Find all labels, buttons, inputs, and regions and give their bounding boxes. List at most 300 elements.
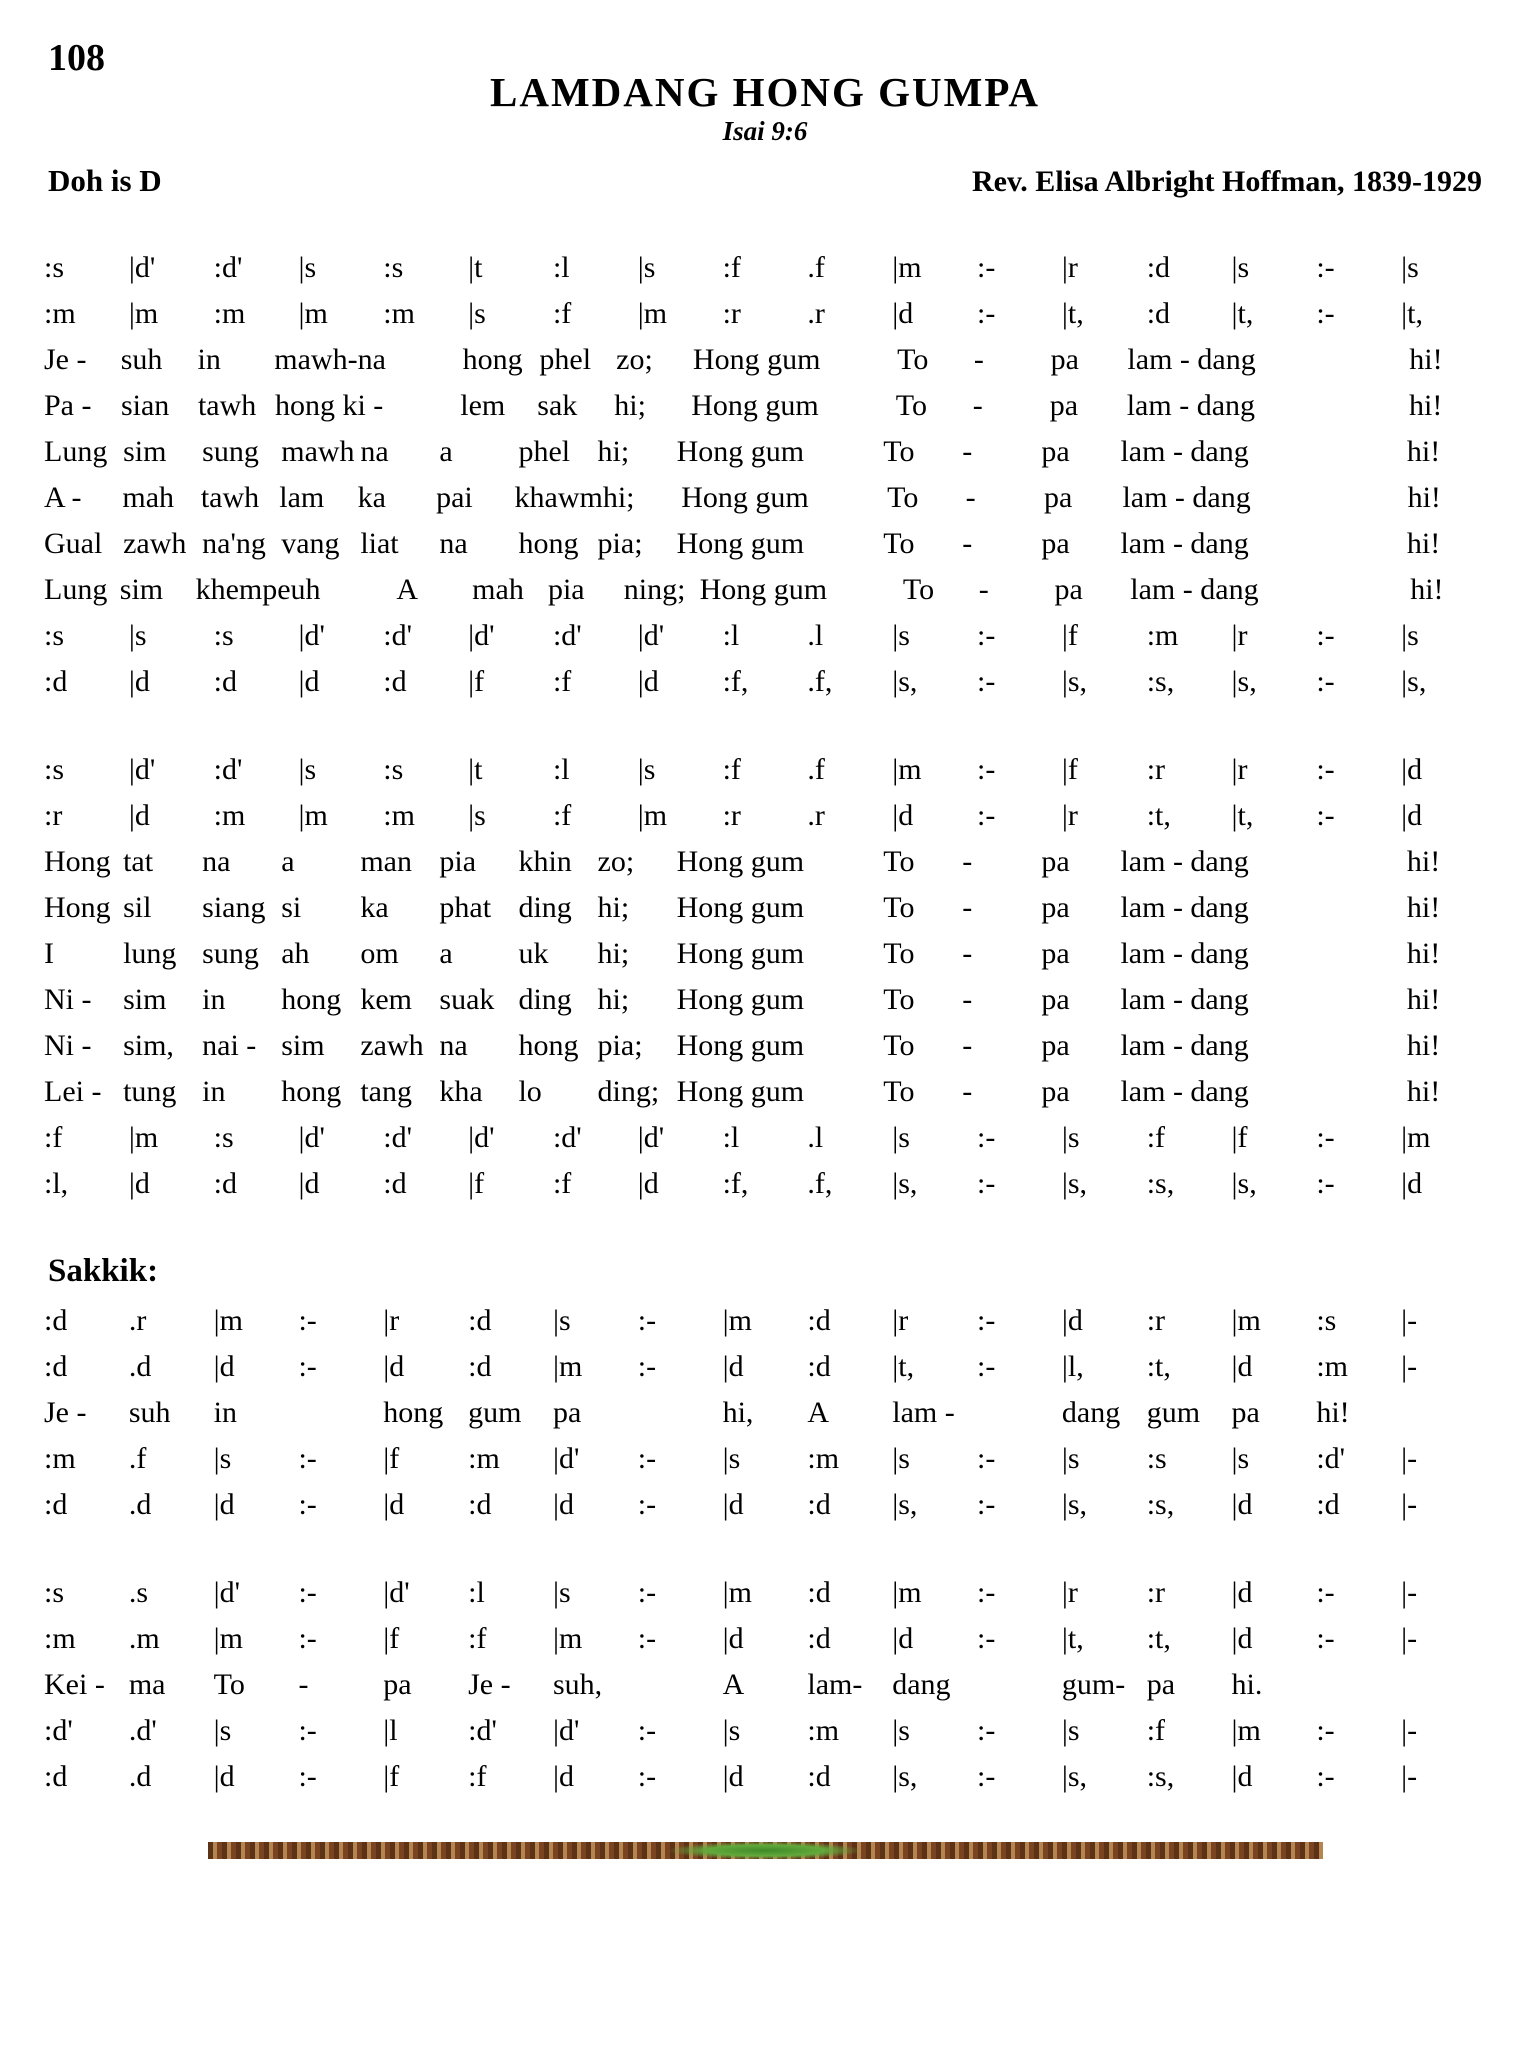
lyric-cell (1249, 521, 1328, 567)
notation-cell: |d (892, 799, 914, 833)
song-title: LAMDANG HONG GUMPA (490, 68, 1040, 115)
notation-cell: :- (637, 1714, 657, 1748)
notation-cell: :- (637, 1442, 657, 1476)
notation-cell: |s, (1231, 1167, 1257, 1201)
notation-cell: |r (1231, 753, 1248, 787)
notation-cell: :s (1316, 1304, 1337, 1338)
notation-cell: :r (722, 799, 741, 833)
notation-cell: :d (44, 1304, 68, 1338)
notation-cell: |t (468, 753, 483, 787)
notation-cell: :f, (722, 1167, 749, 1201)
lyric-cell: hi; (614, 389, 646, 423)
notation-cell: :d' (213, 753, 243, 787)
lyric-cell: hi! (1406, 435, 1441, 469)
notation-cell: |t, (1231, 297, 1254, 331)
notation-cell: |m (552, 1350, 583, 1384)
lyric-cell: - (962, 1029, 973, 1063)
notation-cell: |d' (128, 753, 156, 787)
notation-cell: :- (1316, 619, 1335, 653)
notation-cell: :s (44, 1576, 65, 1610)
lyric-cell: sian (120, 389, 170, 423)
lyric-cell: hi; (597, 937, 630, 971)
notation-cell: :s, (1146, 1167, 1175, 1201)
lyric-cell (321, 567, 397, 613)
lyric-cell: na (439, 527, 468, 561)
lyric-cell: A (722, 1668, 745, 1702)
lyric-cell: tawh (200, 481, 260, 515)
notation-cell: :- (977, 619, 996, 653)
lyric-cell: man (360, 845, 412, 879)
lyric-cell (804, 977, 883, 1023)
lyric-cell: lam - dang (1120, 937, 1249, 971)
lyric-cell: ding (518, 891, 572, 925)
lyric-cell (1328, 931, 1407, 977)
notation-row (44, 1708, 1486, 1754)
notation-cell: :- (977, 1442, 996, 1476)
lyric-cell (298, 1390, 383, 1436)
lyric-cell: ka (357, 481, 386, 515)
lyric-cell: tawh (197, 389, 257, 423)
lyric-cell: lam - (892, 1396, 955, 1430)
notation-cell: .r (128, 1304, 147, 1338)
notation-cell: |d (1231, 1576, 1253, 1610)
lyric-cell (804, 429, 883, 475)
lyric-cell: To (883, 845, 915, 879)
lyric-cell (1249, 885, 1328, 931)
notation-cell: |d (552, 1760, 574, 1794)
lyric-cell: hi; (602, 481, 635, 515)
lyric-cell: lam - dang (1120, 983, 1249, 1017)
lyric-cell (1249, 977, 1328, 1023)
lyric-cell: - (978, 573, 989, 607)
notation-cell: |s (468, 799, 486, 833)
notation-cell: |s (552, 1576, 571, 1610)
notation-cell: :d' (44, 1714, 73, 1748)
notation-cell: :- (1316, 753, 1335, 787)
notation-cell: :s, (1146, 1760, 1175, 1794)
notation-cell: :f, (722, 665, 749, 699)
lyric-cell: dang (892, 1668, 951, 1702)
notation-cell: :d' (1316, 1442, 1346, 1476)
lyric-cell: lem (460, 389, 506, 423)
lyric-cell: lam - dang (1122, 481, 1251, 515)
lyric-cell: in (197, 343, 221, 377)
notation-cell: |d (298, 665, 320, 699)
notation-cell: :- (637, 1576, 657, 1610)
lyric-cell: tat (123, 845, 154, 879)
lyric-cell: To (883, 891, 915, 925)
lyric-cell (1249, 429, 1328, 475)
notation-row (44, 1616, 1486, 1662)
lyric-cell: suh, (552, 1668, 603, 1702)
lyric-cell: suh (128, 1396, 171, 1430)
lyric-cell: pa (552, 1396, 582, 1430)
notation-cell: :f (552, 297, 572, 331)
notation-cell: :- (977, 1714, 996, 1748)
notation-cell: |m (722, 1576, 752, 1610)
notation-cell: :d' (468, 1714, 497, 1748)
notation-cell: |- (1401, 1714, 1418, 1748)
notation-cell: |d (128, 665, 150, 699)
lyric-cell: - (962, 937, 973, 971)
notation-cell: :- (1316, 1622, 1335, 1656)
lyric-cell (804, 885, 883, 931)
lyric-cell: Kei - (44, 1668, 105, 1702)
lyric-cell: na'ng (202, 527, 266, 561)
notation-cell: |m (722, 1304, 752, 1338)
notation-cell: |d' (637, 1121, 665, 1155)
lyric-cell: Hong gum (676, 527, 805, 561)
lyric-cell (1316, 1662, 1401, 1708)
lyric-cell: Lei - (44, 1075, 102, 1109)
notation-cell: |d (892, 297, 914, 331)
lyric-cell: - (962, 527, 973, 561)
lyric-cell: Hong gum (681, 481, 809, 515)
lyric-cell: hong (281, 1075, 342, 1109)
notation-cell: |d (383, 1488, 405, 1522)
notation-cell: :- (977, 251, 996, 285)
lyric-cell: Lung (44, 435, 108, 469)
notation-row (44, 1482, 1486, 1528)
notation-cell: |d (128, 1167, 150, 1201)
key-signature: Doh is D (48, 163, 162, 199)
notation-cell: |s (1061, 1442, 1080, 1476)
lyric-cell: lam - dang (1120, 1029, 1249, 1063)
lyric-row (44, 1662, 1486, 1708)
lyric-cell (1328, 1023, 1407, 1069)
lyric-cell: To (883, 983, 915, 1017)
notation-cell: :- (977, 1576, 996, 1610)
notation-cell: :d (1146, 297, 1171, 331)
lyric-cell (1328, 839, 1407, 885)
notation-cell: |s, (1231, 665, 1257, 699)
notation-cell: |d' (128, 251, 156, 285)
notation-cell: :l (552, 251, 570, 285)
lyric-cell: na (439, 1029, 468, 1063)
lyric-cell (1328, 1069, 1407, 1115)
notation-cell: |d' (552, 1442, 580, 1476)
notation-cell: :m (44, 1622, 76, 1656)
notation-cell: :l (468, 1576, 485, 1610)
notation-cell: :d (213, 1167, 237, 1201)
lyric-cell: gum (1146, 1396, 1201, 1430)
lyric-cell: sim (123, 983, 167, 1017)
lyric-cell: Hong gum (676, 435, 805, 469)
lyric-row (44, 429, 1486, 475)
lyric-cell: dang (1061, 1396, 1121, 1430)
notation-cell: |t, (1401, 297, 1424, 331)
lyric-cell: lung (123, 937, 177, 971)
lyric-cell (386, 337, 463, 383)
notation-cell: .s (128, 1576, 148, 1610)
notation-cell: :m (468, 1442, 500, 1476)
notation-cell: :s, (1146, 1488, 1175, 1522)
lyric-cell: - (962, 891, 973, 925)
lyric-cell: pa (1054, 573, 1083, 607)
lyric-cell: sim (119, 573, 164, 607)
lyric-cell: To (897, 343, 929, 377)
lyric-cell: pia (547, 573, 585, 607)
lyric-cell: Hong gum (676, 937, 805, 971)
lyric-cell (1328, 521, 1407, 567)
notation-cell: |d (1401, 1167, 1423, 1201)
notation-cell: .l (807, 1121, 824, 1155)
lyric-cell: phat (439, 891, 492, 925)
notation-cell: :d (468, 1488, 492, 1522)
notation-cell: |d (213, 1760, 235, 1794)
notation-cell: |f (383, 1442, 400, 1476)
lyric-cell: ding (518, 983, 572, 1017)
notation-cell: |s (1231, 1442, 1250, 1476)
lyric-cell: hi; (597, 891, 630, 925)
notation-cell: |d (892, 1622, 914, 1656)
lyric-cell (1249, 931, 1328, 977)
lyric-cell: vang (281, 527, 340, 561)
lyric-cell: Hong gum (676, 845, 805, 879)
lyric-cell: na (202, 845, 231, 879)
lyric-cell: hi, (722, 1396, 754, 1430)
lyric-cell: A - (44, 481, 82, 515)
notation-cell: :t, (1146, 799, 1171, 833)
notation-cell: |d (128, 799, 150, 833)
verse-score (44, 245, 1486, 1207)
lyric-cell: gum (468, 1396, 522, 1430)
notation-cell: |d (1231, 1350, 1253, 1384)
lyric-cell: hi! (1406, 1075, 1441, 1109)
lyric-cell: Hong gum (676, 1075, 805, 1109)
lyric-cell (804, 1069, 883, 1115)
lyric-cell: mah (122, 481, 175, 515)
notation-cell: |d' (468, 1121, 495, 1155)
notation-cell: :d (44, 1488, 68, 1522)
lyric-cell: - (962, 1075, 973, 1109)
lyric-cell (804, 931, 883, 977)
notation-cell: |f (1061, 753, 1078, 787)
lyric-cell: Hong (44, 845, 111, 879)
lyric-cell: sil (123, 891, 152, 925)
lyric-cell: sung (202, 937, 259, 971)
lyric-cell: in (202, 983, 226, 1017)
notation-cell: :- (298, 1350, 317, 1384)
lyric-cell (804, 521, 883, 567)
chorus-score (44, 1298, 1486, 1800)
lyric-cell: - (298, 1668, 309, 1702)
lyric-cell: lo (518, 1075, 542, 1109)
lyric-cell: ning; (623, 573, 686, 607)
lyric-cell (820, 337, 897, 383)
notation-cell: :l (722, 1121, 740, 1155)
notation-cell: |l, (1061, 1350, 1084, 1384)
notation-cell: |s (892, 1442, 910, 1476)
lyric-cell: a (439, 937, 453, 971)
notation-cell: |r (892, 1304, 909, 1338)
notation-cell: |m (637, 799, 668, 833)
notation-cell: :- (637, 1350, 657, 1384)
notation-row (44, 1161, 1486, 1207)
lyric-cell: mawh (281, 435, 355, 469)
lyric-cell: pa (1041, 937, 1070, 971)
lyric-cell (827, 567, 903, 613)
notation-cell: :f (722, 753, 741, 787)
lyric-row (44, 1069, 1486, 1115)
lyric-cell: To (902, 573, 935, 607)
notation-cell: |- (1401, 1442, 1418, 1476)
notation-cell: :s (213, 619, 234, 653)
notation-cell: |s (722, 1714, 741, 1748)
notation-cell: |d (1061, 1304, 1083, 1338)
notation-row (44, 1436, 1486, 1482)
notation-cell: |r (1061, 799, 1078, 833)
lyric-row (44, 521, 1486, 567)
notation-cell: :d (44, 665, 68, 699)
notation-cell: :d (1316, 1488, 1340, 1522)
notation-cell: |t, (1061, 1622, 1084, 1656)
lyric-cell: sim (281, 1029, 325, 1063)
notation-cell: :- (977, 1488, 996, 1522)
lyric-cell: pia (439, 845, 477, 879)
lyric-cell: na (360, 435, 389, 469)
notation-cell: :f (44, 1121, 63, 1155)
notation-cell: |s, (1061, 665, 1088, 699)
notation-cell: |d (637, 1167, 659, 1201)
lyric-cell: pa (1041, 845, 1070, 879)
notation-cell: |m (298, 799, 328, 833)
notation-row (44, 1115, 1486, 1161)
lyric-cell: Hong gum (699, 573, 828, 607)
notation-cell: :m (807, 1442, 840, 1476)
notation-cell: |d (637, 665, 659, 699)
lyric-cell: pa (1041, 1075, 1070, 1109)
notation-row (44, 1754, 1486, 1800)
notation-cell: :- (977, 665, 996, 699)
notation-cell: :- (1316, 251, 1335, 285)
lyric-cell: khempeuh (195, 573, 321, 607)
notation-cell: |m (1231, 1304, 1261, 1338)
lyric-cell: - (962, 435, 973, 469)
lyric-cell: gum- (1061, 1668, 1126, 1702)
lyric-cell: suh (120, 343, 163, 377)
lyric-cell: hi! (1407, 481, 1441, 515)
notation-cell: :- (1316, 799, 1335, 833)
lyric-cell: pa (1041, 527, 1070, 561)
notation-cell: :d (1146, 251, 1171, 285)
lyric-cell: - (962, 845, 973, 879)
lyric-cell: - (965, 481, 976, 515)
lyric-cell: hi; (597, 983, 630, 1017)
lyric-row (44, 475, 1486, 521)
lyric-cell: hi! (1406, 983, 1441, 1017)
chorus-system-2 (44, 1570, 1486, 1800)
lyric-cell: hi! (1409, 389, 1443, 423)
notation-cell: :d' (213, 251, 243, 285)
notation-cell: :- (298, 1622, 317, 1656)
lyric-cell: siang (202, 891, 266, 925)
notation-cell: |d' (298, 1121, 325, 1155)
lyric-cell: - (962, 983, 973, 1017)
notation-cell: |m (892, 753, 922, 787)
notation-cell: :m (1146, 619, 1179, 653)
notation-cell: :r (1146, 1304, 1166, 1338)
notation-cell: |r (1061, 251, 1078, 285)
notation-cell: |d' (468, 619, 495, 653)
lyric-cell: a (439, 435, 453, 469)
notation-cell: :f (722, 251, 741, 285)
notation-cell: |m (213, 1622, 243, 1656)
lyric-cell: Je - (44, 1396, 87, 1430)
lyric-cell: hi! (1406, 527, 1441, 561)
notation-cell: |d (722, 1488, 744, 1522)
lyric-cell: Je - (44, 343, 87, 377)
lyric-cell: To (895, 389, 927, 423)
lyric-cell: kem (360, 983, 412, 1017)
lyric-cell: Gual (44, 527, 103, 561)
lyric-cell (804, 839, 883, 885)
notation-cell: |m (637, 297, 668, 331)
notation-cell: |- (1401, 1760, 1418, 1794)
lyric-cell: lam - dang (1120, 1075, 1249, 1109)
lyric-cell: in (213, 1396, 237, 1430)
notation-cell: :d (468, 1350, 492, 1384)
lyric-cell: To (213, 1668, 245, 1702)
notation-cell: |- (1401, 1350, 1418, 1384)
notation-cell: .f (807, 251, 825, 285)
lyric-cell: hi! (1406, 1029, 1441, 1063)
lyric-cell: Ni - (44, 1029, 92, 1063)
notation-cell: |d (383, 1350, 405, 1384)
notation-cell: |m (892, 1576, 922, 1610)
lyric-cell: pa (1041, 435, 1070, 469)
notation-cell: |s (128, 619, 147, 653)
notation-cell: :d' (383, 1121, 413, 1155)
lyric-cell (1328, 977, 1407, 1023)
lyric-cell (1255, 383, 1332, 429)
notation-cell: :- (298, 1576, 317, 1610)
lyric-cell: hi! (1316, 1396, 1350, 1430)
lyric-cell: To (883, 435, 915, 469)
chorus-label: Sakkik: (48, 1253, 159, 1290)
notation-row (44, 793, 1486, 839)
notation-row (44, 747, 1486, 793)
lyric-cell (1332, 383, 1409, 429)
lyric-cell (1328, 885, 1407, 931)
notation-cell: |s (468, 297, 486, 331)
notation-cell: |m (213, 1304, 243, 1338)
lyric-cell: hi! (1406, 845, 1441, 879)
notation-cell: |f (383, 1622, 400, 1656)
lyric-cell: hi; (597, 435, 630, 469)
lyric-cell: hong (383, 1396, 444, 1430)
lyric-cell: To (883, 937, 915, 971)
notation-cell: :f (1146, 1121, 1166, 1155)
notation-cell: :- (1316, 1576, 1335, 1610)
notation-cell: |s (1401, 619, 1419, 653)
notation-cell: .d (128, 1488, 152, 1522)
lyric-cell: kha (439, 1075, 483, 1109)
notation-cell: :f (468, 1622, 487, 1656)
notation-cell: |s, (892, 1167, 918, 1201)
lyric-cell: A (807, 1396, 830, 1430)
notation-cell: :- (298, 1488, 317, 1522)
lyric-cell: zawh (123, 527, 187, 561)
notation-cell: |t, (1231, 799, 1254, 833)
notation-cell: :- (637, 1304, 657, 1338)
notation-cell: |m (1231, 1714, 1261, 1748)
notation-cell: :d (807, 1350, 831, 1384)
notation-cell: |s, (1401, 665, 1427, 699)
notation-cell: :- (977, 1350, 996, 1384)
notation-cell: :- (977, 799, 996, 833)
notation-cell: |- (1401, 1576, 1418, 1610)
